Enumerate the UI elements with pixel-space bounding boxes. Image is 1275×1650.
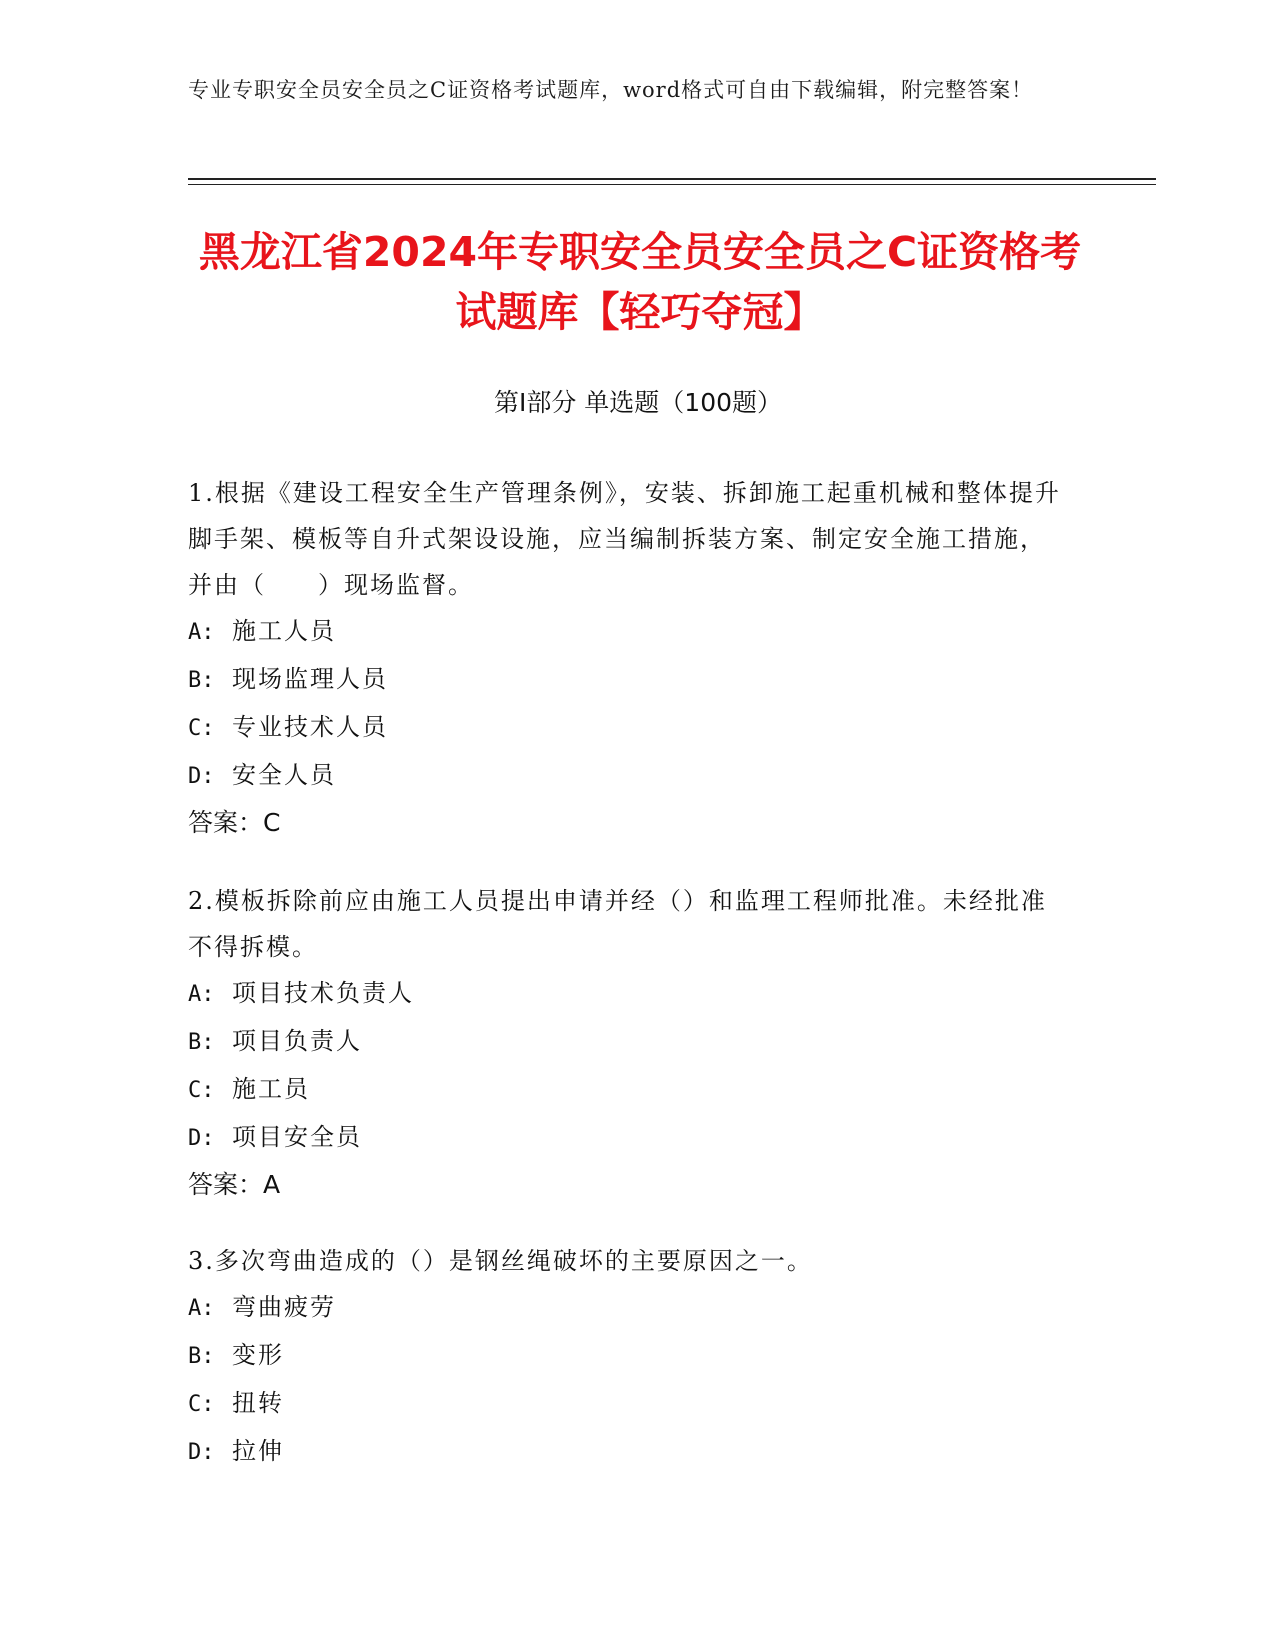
option-key: B: (188, 1030, 215, 1055)
option-d (188, 1114, 1068, 1162)
question-3 (188, 1238, 1068, 1476)
option-key: D: (188, 764, 215, 789)
option-key: B: (188, 668, 215, 693)
header-rule-thick (188, 178, 1156, 180)
option-text: 项目技术负责人 (232, 979, 414, 1007)
option-a (188, 1284, 1068, 1332)
document-title: 黑龙江省2024年专职安全员安全员之C证资格考试题库【轻巧夺冠】 (198, 228, 1082, 336)
answer-line: 答案：C (188, 808, 281, 837)
option-c (188, 1066, 1068, 1114)
option-text: 拉伸 (232, 1437, 284, 1465)
option-key: C: (188, 716, 215, 741)
option-text: 弯曲疲劳 (232, 1293, 336, 1321)
option-key: A: (188, 982, 215, 1007)
option-c (188, 1380, 1068, 1428)
option-text: 专业技术人员 (232, 713, 388, 741)
option-text: 项目安全员 (232, 1123, 362, 1151)
question-stem: 1.根据《建设工程安全生产管理条例》，安装、拆卸施工起重机械和整体提升脚手架、模板等自升式架设设施，应当编制拆装方案、制定安全施工措施，并由（ ）现场监督。 (188, 479, 1061, 599)
option-text: 变形 (232, 1341, 284, 1369)
option-key: D: (188, 1440, 215, 1465)
option-key: C: (188, 1392, 215, 1417)
question-stem: 3.多次弯曲造成的（）是钢丝绳破坏的主要原因之一。 (188, 1247, 813, 1275)
question-stem: 2.模板拆除前应由施工人员提出申请并经（）和监理工程师批准。未经批准不得拆模。 (188, 887, 1047, 961)
option-a (188, 970, 1068, 1018)
option-c (188, 704, 1068, 752)
option-text: 扭转 (232, 1389, 284, 1417)
option-d (188, 752, 1068, 800)
option-text: 施工员 (232, 1075, 310, 1103)
option-d (188, 1428, 1068, 1476)
option-b (188, 1018, 1068, 1066)
question-1 (188, 470, 1068, 846)
option-text: 施工人员 (232, 617, 336, 645)
header-rule-thin (188, 184, 1156, 185)
option-text: 安全人员 (232, 761, 336, 789)
header-note: 专业专职安全员安全员之C证资格考试题库，word格式可自由下载编辑，附完整答案！ (188, 78, 1034, 102)
option-key: A: (188, 620, 215, 645)
answer-line: 答案：A (188, 1170, 281, 1199)
option-text: 现场监理人员 (232, 665, 388, 693)
option-b (188, 656, 1068, 704)
option-text: 项目负责人 (232, 1027, 362, 1055)
option-key: B: (188, 1344, 215, 1369)
option-key: C: (188, 1078, 215, 1103)
option-b (188, 1332, 1068, 1380)
option-key: D: (188, 1126, 215, 1151)
question-2 (188, 878, 1068, 1208)
option-key: A: (188, 1296, 215, 1321)
section-title: 第Ⅰ部分 单选题（100题） (493, 388, 783, 417)
option-a (188, 608, 1068, 656)
